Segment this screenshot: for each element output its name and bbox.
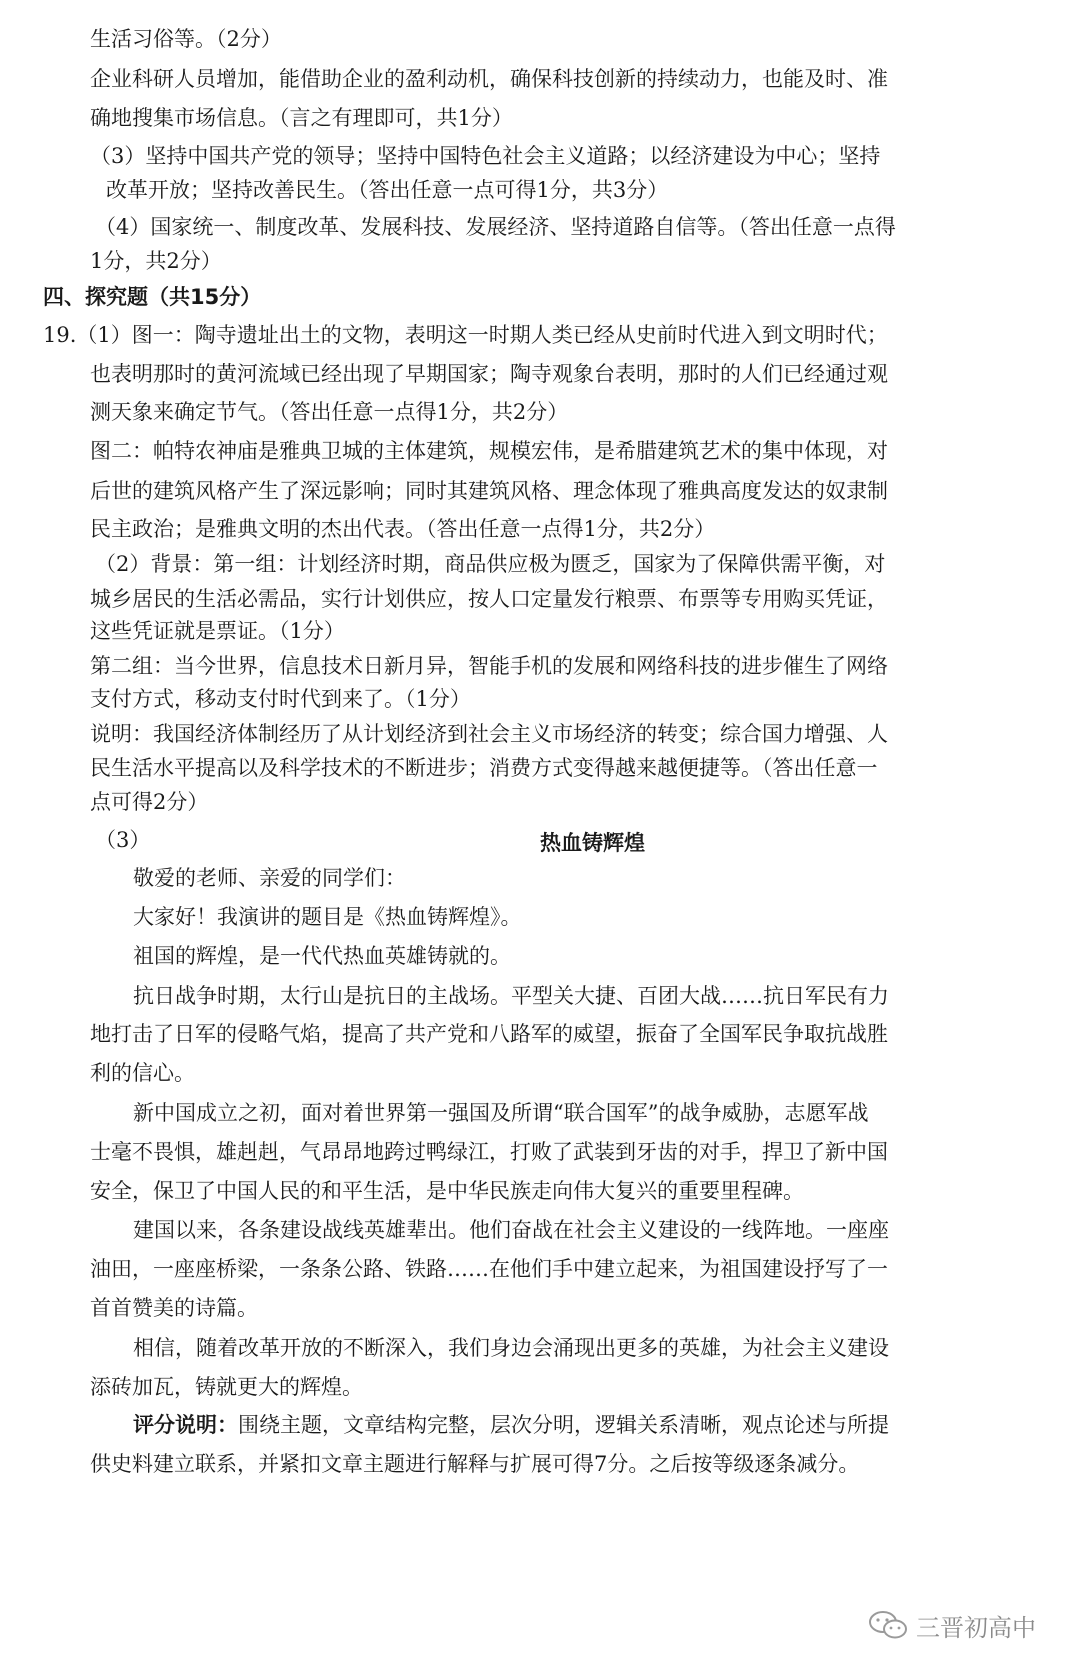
text-line: 图二：帕特农神庙是雅典卫城的主体建筑，规模宏伟，是希腊建筑艺术的集中体现，对 xyxy=(90,439,888,463)
text-line: 安全，保卫了中国人民的和平生活，是中华民族走向伟大复兴的重要里程碑。 xyxy=(90,1179,804,1203)
text-line: 供史料建立联系，并紧扣文章主题进行解释与扩展可得7分。之后按等级逐条减分。 xyxy=(90,1452,860,1476)
text-line: 测天象来确定节气。（答出任意一点得1分，共2分） xyxy=(90,400,569,424)
text-line: 新中国成立之初，面对着世界第一强国及所谓“联合国军”的战争威胁，志愿军战 xyxy=(133,1101,869,1125)
text-line: 添砖加瓦，铸就更大的辉煌。 xyxy=(90,1375,363,1399)
text-line: 士毫不畏惧，雄赳赳，气昂昂地跨过鸭绿江，打败了武装到牙齿的对手，捍卫了新中国 xyxy=(90,1140,888,1164)
text-line: 抗日战争时期，太行山是抗日的主战场。平型关大捷、百团大战……抗日军民有力 xyxy=(133,984,889,1008)
text-line: 说明：我国经济体制经历了从计划经济到社会主义市场经济的转变；综合国力增强、人 xyxy=(90,722,888,746)
wechat-icon xyxy=(868,1610,908,1640)
text-line: 企业科研人员增加，能借助企业的盈利动机，确保科技创新的持续动力，也能及时、准 xyxy=(90,67,888,91)
text-line: 支付方式，移动支付时代到来了。（1分） xyxy=(90,687,471,711)
text-line: （3） xyxy=(95,828,151,852)
text-line: 城乡居民的生活必需品，实行计划供应，按人口定量发行粮票、布票等专用购买凭证， xyxy=(90,587,888,611)
watermark-text: 三晋初高中 xyxy=(916,1613,1036,1642)
text-line: （3）坚持中国共产党的领导；坚持中国特色社会主义道路；以经济建设为中心；坚持 xyxy=(90,144,881,168)
watermark xyxy=(868,1608,1036,1642)
text-line: 大家好！我演讲的题目是《热血铸辉煌》。 xyxy=(133,905,522,929)
text-line: 首首赞美的诗篇。 xyxy=(90,1296,258,1320)
text-line: 民生活水平提高以及科学技术的不断进步；消费方式变得越来越便捷等。（答出任意一 xyxy=(90,756,878,780)
text-line: 改革开放；坚持改善民生。（答出任意一点可得1分，共3分） xyxy=(106,178,669,202)
text-line: 后世的建筑风格产生了深远影响；同时其建筑风格、理念体现了雅典高度发达的奴隶制 xyxy=(90,479,888,503)
text-line: （2）背景：第一组：计划经济时期，商品供应极为匮乏，国家为了保障供需平衡，对 xyxy=(95,552,886,576)
grading-label: 评分说明： xyxy=(133,1413,238,1437)
text-line: 建国以来，各条建设战线英雄辈出。他们奋战在社会主义建设的一线阵地。一座座 xyxy=(133,1218,889,1242)
text-line: 祖国的辉煌，是一代代热血英雄铸就的。 xyxy=(133,944,511,968)
grading-text: 围绕主题，文章结构完整，层次分明，逻辑关系清晰，观点论述与所提 xyxy=(238,1413,889,1437)
section-heading: 四、探究题（共15分） xyxy=(43,285,262,309)
speech-title: 热血铸辉煌 xyxy=(540,831,645,855)
text-line: 生活习俗等。（2分） xyxy=(90,27,282,51)
text-line: 地打击了日军的侵略气焰，提高了共产党和八路军的威望，振奋了全国军民争取抗战胜 xyxy=(90,1022,888,1046)
grading-line xyxy=(133,1410,1080,1440)
text-line: 油田，一座座桥梁，一条条公路、铁路……在他们手中建立起来，为祖国建设抒写了一 xyxy=(90,1257,888,1281)
text-line: 确地搜集市场信息。（言之有理即可，共1分） xyxy=(90,106,513,130)
text-line: （4）国家统一、制度改革、发展科技、发展经济、坚持道路自信等。（答出任意一点得 xyxy=(95,215,896,239)
text-line: 19.（1）图一：陶寺遗址出土的文物，表明这一时期人类已经从史前时代进入到文明时代； xyxy=(43,323,888,347)
text-line: 民主政治；是雅典文明的杰出代表。（答出任意一点得1分，共2分） xyxy=(90,517,716,541)
text-line: 1分，共2分） xyxy=(90,249,222,273)
text-line: 也表明那时的黄河流域已经出现了早期国家；陶寺观象台表明，那时的人们已经通过观 xyxy=(90,362,888,386)
text-line: 利的信心。 xyxy=(90,1061,195,1085)
text-line: 第二组：当今世界，信息技术日新月异，智能手机的发展和网络科技的进步催生了网络 xyxy=(90,654,888,678)
text-line: 这些凭证就是票证。（1分） xyxy=(90,619,345,643)
text-line: 敬爱的老师、亲爱的同学们： xyxy=(133,866,406,890)
text-line: 相信，随着改革开放的不断深入，我们身边会涌现出更多的英雄，为社会主义建设 xyxy=(133,1336,889,1360)
text-line: 点可得2分） xyxy=(90,790,209,814)
